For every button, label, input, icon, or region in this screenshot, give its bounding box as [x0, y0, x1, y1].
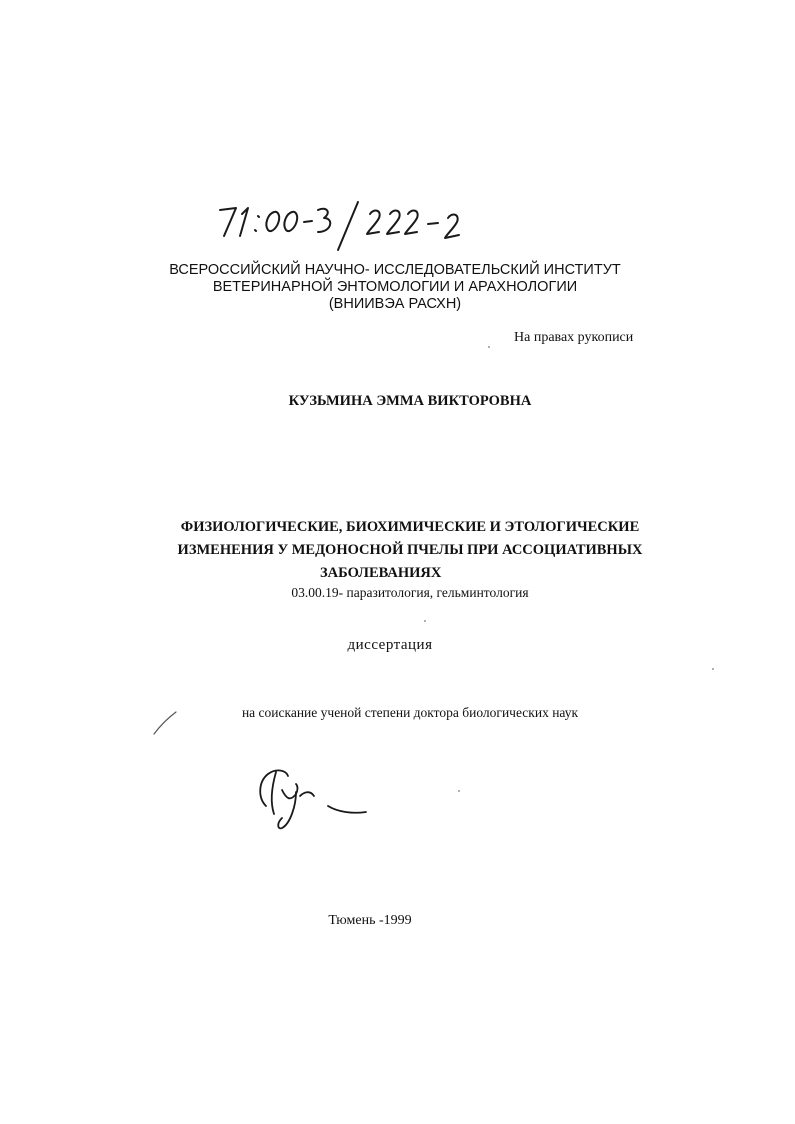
institute-line-3: (ВНИИВЭА РАСХН): [328, 296, 462, 312]
scan-speck: [712, 668, 714, 670]
document-type: диссертация: [347, 637, 433, 653]
institute-line-2: ВЕТЕРИНАРНОЙ ЭНТОМОЛОГИИ И АРАХНОЛОГИИ: [212, 279, 578, 295]
scan-speck: [424, 620, 426, 622]
handwritten-signature: [252, 762, 372, 834]
scan-speck: [488, 346, 490, 348]
rights-note: На правах рукописи: [514, 330, 634, 345]
dissertation-title: [150, 516, 670, 585]
title-line-1: ФИЗИОЛОГИЧЕСКИЕ, БИОХИМИЧЕСКИЕ И ЭТОЛОГИЧЕСКИЕ: [180, 519, 640, 535]
title-line-2: ИЗМЕНЕНИЯ У МЕДОНОСНОЙ ПЧЕЛЫ ПРИ АССОЦИАТИВНЫХ: [177, 542, 643, 558]
degree-statement: на соискание ученой степени доктора биологических наук: [241, 705, 579, 720]
institute-line-1: ВСЕРОССИЙСКИЙ НАУЧНО- ИССЛЕДОВАТЕЛЬСКИЙ ИНСТИТУТ: [169, 262, 621, 278]
author-name: КУЗЬМИНА ЭММА ВИКТОРОВНА: [288, 393, 532, 409]
scan-speck: [458, 790, 460, 792]
city-year: Тюмень -1999: [328, 913, 412, 928]
institute-header: [150, 262, 640, 313]
handwritten-catalog-number: [212, 196, 482, 256]
specialty-code: 03.00.19- паразитология, гельминтология: [291, 585, 529, 600]
title-line-3: ЗАБОЛЕВАНИЯХ: [320, 565, 442, 581]
